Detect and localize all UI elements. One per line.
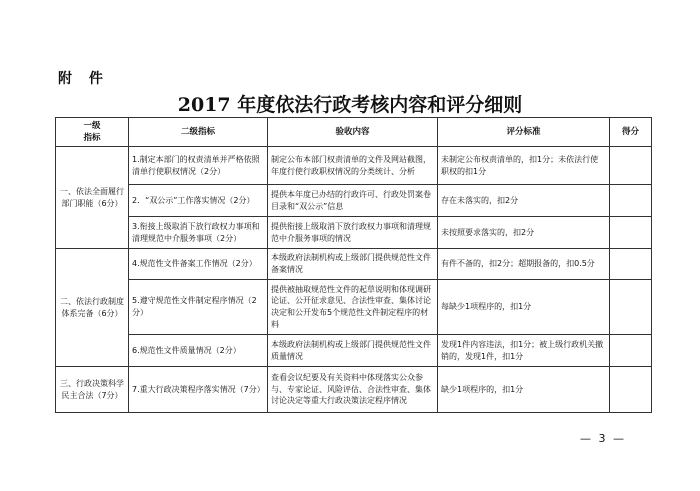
standard-cell: 未按照要求落实的，扣2分: [438, 217, 610, 249]
level2-cell: 3.衔接上级取消下放行政权力事项和清理规范中介服务事项（2分）: [129, 217, 268, 249]
score-cell[interactable]: [610, 185, 652, 217]
score-cell[interactable]: [610, 249, 652, 280]
content-cell: 本级政府法制机构或上级部门提供规范性文件质量情况: [268, 335, 438, 367]
level2-cell: 4.规范性文件备案工作情况（2分）: [129, 249, 268, 280]
table-row: [56, 147, 652, 185]
level2-cell: 6.规范性文件质量情况（2分）: [129, 335, 268, 367]
content-cell: 提供本年度已办结的行政许可、行政处罚案卷目录和“双公示”信息: [268, 185, 438, 217]
page-title: 2017 年度依法行政考核内容和评分细则: [177, 94, 523, 116]
table-row: [56, 249, 652, 280]
level2-cell: 1.制定本部门的权责清单并严格依照清单行使职权情况（2分）: [129, 147, 268, 185]
score-cell[interactable]: [610, 280, 652, 335]
content-cell: 提供衔接上级取消下放行政权力事项和清理规范中介服务事项的情况: [268, 217, 438, 249]
attachment-label: 附 件: [58, 71, 109, 87]
level1-cell: 三、行政决策科学民主合法（7分）: [56, 367, 129, 413]
scoring-table: [55, 117, 652, 413]
level2-cell: 2．“双公示”工作落实情况（2分）: [129, 185, 268, 217]
score-cell[interactable]: [610, 367, 652, 413]
standard-cell: 缺少1项程序的，扣1分: [438, 367, 610, 413]
content-cell: 查看会议纪要及有关资料中体现落实公众参与、专家论证、风险评估、合法性审查、集体讨论决定等重大行政决策法定程序情况: [268, 367, 438, 413]
table-row: [56, 367, 652, 413]
header-standard: 评分标准: [438, 118, 610, 147]
page-number: — 3 —: [580, 432, 626, 445]
table-row: [56, 217, 652, 249]
content-cell: 制定公布本部门权责清单的文件及网站截图，年度行使行政职权情况的分类统计、分析: [268, 147, 438, 185]
header-score: 得分: [610, 118, 652, 147]
level1-cell: 二、依法行政制度体系完备（6分）: [56, 249, 129, 367]
header-level1: 一级 指标: [56, 118, 129, 147]
table-header-row: [56, 118, 652, 147]
table-row: [56, 335, 652, 367]
standard-cell: 发现1件内容违法，扣1分；被上级行政机关撤销的，发现1件，扣1分: [438, 335, 610, 367]
content-cell: 本级政府法制机构或上级部门提供规范性文件备案情况: [268, 249, 438, 280]
standard-cell: 每缺少1项程序的，扣1分: [438, 280, 610, 335]
standard-cell: 未制定公布权责清单的，扣1分；未依法行使职权的扣1分: [438, 147, 610, 185]
score-cell[interactable]: [610, 335, 652, 367]
header-content: 验收内容: [268, 118, 438, 147]
score-cell[interactable]: [610, 217, 652, 249]
table-row: [56, 185, 652, 217]
standard-cell: 存在未落实的，扣2分: [438, 185, 610, 217]
level2-cell: 7.重大行政决策程序落实情况（7分）: [129, 367, 268, 413]
score-cell[interactable]: [610, 147, 652, 185]
level1-cell: 一、依法全面履行部门职能（6分）: [56, 147, 129, 249]
content-cell: 提供被抽取规范性文件的起草说明和体现调研论证、公开征求意见、合法性审查、集体讨论决定和公开发布5个规范性文件制定程序的材料: [268, 280, 438, 335]
level2-cell: 5.遵守规范性文件制定程序情况（2分）: [129, 280, 268, 335]
standard-cell: 有件不备的，扣2分；超期报备的，扣0.5分: [438, 249, 610, 280]
header-level2: 二级指标: [129, 118, 268, 147]
table-row: [56, 280, 652, 335]
